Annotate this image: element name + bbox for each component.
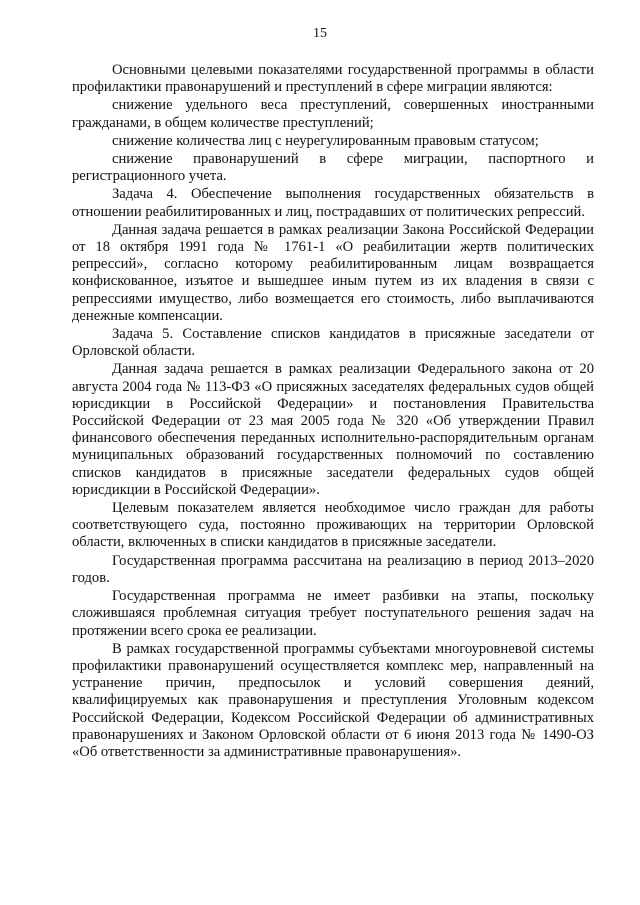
paragraph: снижение количества лиц с неурегулированным правовым статусом; [112, 132, 539, 149]
page-number: 15 [313, 26, 327, 41]
paragraph: Задача 4. Обеспечение выполнения государственных обязательств в отношении реабилитированных и лиц, пострадавших от политических репрессий. [72, 186, 594, 220]
paragraph: Государственная программа рассчитана на реализацию в период 2013–2020 годов. [72, 552, 594, 586]
paragraph: Данная задача решается в рамках реализации Закона Российской Федерации от 18 октября 1991 года № 1761-1 «О реабилитации жертв политических репрессий», согласно которому реабилитированным лицам возвращается конфискованное, изъятое и вышедшее иным путем из их владения в связи с репрессиями имущество, либо возмещается его стоимость, либо выплачиваются денежные компенсации. [72, 221, 594, 324]
paragraph: Основными целевыми показателями государственной программы в области профилактики правонарушений и преступлений в сфере миграции являются: [72, 62, 594, 96]
paragraph: Государственная программа не имеет разбивки на этапы, поскольку сложившаяся проблемная ситуация требует поступательного решения задач на протяжении всего срока ее реализации. [72, 588, 594, 639]
paragraph: снижение удельного веса преступлений, совершенных иностранными гражданами, в общем количестве преступлений; [72, 97, 594, 131]
paragraph: снижение правонарушений в сфере миграции, паспортного и регистрационного учета. [72, 151, 594, 185]
paragraph: В рамках государственной программы субъектами многоуровневой системы профилактики правонарушений осуществляется комплекс мер, направленный на устранение причин, предпосылок и условий совершения деяний, квалифицируемых как правонарушения и преступления Уголовным кодексом Российской Федерации, Кодексом Российской Федерации об административных правонарушениях и Законом Орловской области от 6 июня 2013 года № 1490-ОЗ «Об ответственности за административные правонарушения». [72, 640, 594, 760]
body-text [72, 62, 594, 761]
paragraph: Задача 5. Составление списков кандидатов в присяжные заседатели от Орловской области. [72, 326, 594, 360]
paragraph: Целевым показателем является необходимое число граждан для работы соответствующего суда, постоянно проживающих на территории Орловской области, включенных в списки кандидатов в присяжные заседатели. [72, 500, 594, 551]
paragraph: Данная задача решается в рамках реализации Федерального закона от 20 августа 2004 года № 113-ФЗ «О присяжных заседателях федеральных судов общей юрисдикции в Российской Федерации» и постановления Правительства Российской Федерации от 23 мая 2005 года № 320 «Об утверждении Правил финансового обеспечения переданных исполнительно-распорядительным органам муниципальных образований государственных полномочий по составлению списков кандидатов в присяжные заседатели федеральных судов общей юрисдикции в Российской Федерации». [72, 361, 594, 498]
